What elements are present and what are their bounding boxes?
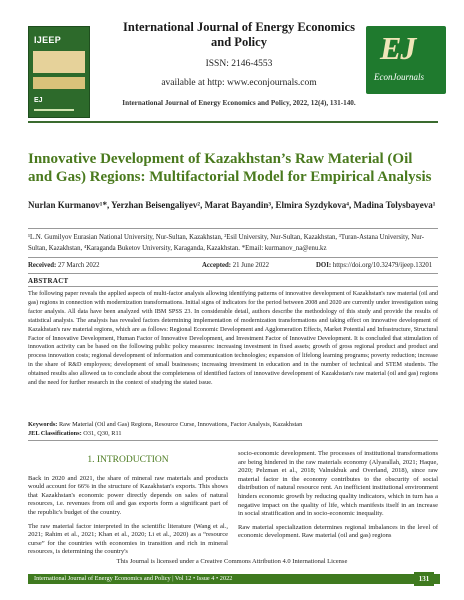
affiliations-divider-top [28, 228, 438, 229]
paragraph: Back in 2020 and 2021, the share of mineral raw materials and products would account for 66% in the structure of Kazakhstan's exports. This shows that Kazakhstan's economic power directly depends on sales of natural resources, i.e. revenues from oil and gas exports form a significant part of the republic's budget of the country. [28, 474, 228, 516]
keywords-line [28, 421, 438, 430]
page-number: 131 [414, 572, 434, 586]
author-affiliations: ¹L.N. Gumilyov Eurasian National University, Nur-Sultan, Kazakhstan, ²Esil University, Nur-Sultan, Kazakhstan, ³Turan-Astana University, Nur-Sultan, Kazakhstan, ⁴Karaganda Buketov University, Karaganda, Kazakhstan. *Email: kurmanov_na@enu.kz [28, 234, 425, 252]
cover-logo-text: EJ [34, 97, 43, 104]
keywords-divider [28, 440, 438, 441]
jel-value: O31, Q30, R11 [83, 429, 122, 437]
accepted-date [202, 262, 269, 269]
econjournals-logo [366, 26, 446, 94]
cover-title: IJEEP [34, 35, 62, 45]
jel-label: JEL Classifications: [28, 429, 82, 437]
article-title: Innovative Development of Kazakhstan’s Raw Material (Oil and Gas) Regions: Multifactorial Model for Empirical Analysis [28, 151, 432, 185]
affiliations-divider-bottom [28, 257, 438, 258]
received-value: 27 March 2022 [58, 262, 100, 269]
doi-link[interactable]: https://doi.org/10.32479/ijeep.13201 [332, 262, 433, 269]
journal-cover-image [28, 26, 90, 118]
keywords-value: Raw Material (Oil and Gas) Regions, Resource Curse, Innovations, Factor Analysis, Kazakhstan [58, 421, 303, 428]
accepted-value: 21 June 2022 [232, 262, 270, 269]
econjournals-logo-mark: EJ [380, 30, 416, 66]
abstract-divider [28, 286, 438, 287]
paragraph: The raw material factor interpreted in the scientific literature (Wang et al., 2021; Rahim et al., 2021; Khan et al., 2020; Li et al., 2020) as a “resource curse” for the countries with economies in transition and rich in mineral resources, is determining the country's [28, 522, 228, 556]
abstract-text: The following paper reveals the applied aspects of multi-factor analysis allowing identifying patterns of innovative development of Kazakhstan's raw material (oil and gas) regions in connection with modernization transformations. Initial signs of indicators for the period between 2008 and 2020 are currently under investigation using factor analysis. All data have been analyzed with IBM SPSS 23. In considerable detail, authors describe the methodology of this study and provide the results of statistical analysis. The analysis has revealed factors determining implementation of modernization transformations and taking effect on innovative development of Kazakhstan's raw material regions, which are as follows: Regional Economic Development and Agglomeration Effects, Market Potential and Infrastructure, Structural Factor of Innovative Development, Human Factor of Innovative Development, and Investment Factor of Innovative Development. It is concluded that stimulation of innovation activity can be based on the following public policy measures: increasing investment in fixed assets; growth of gross regional product and product and process innovation costs; regional development of information and communication technologies; expansion of lifelong learning programs; poverty reduction; increase in the share of R&D employees; development of small businesses; increasing investment in education and in the number of technical and STEM students. The obtained results also allowed us to conclude about the completeness of identified factors of innovative development of Kazakhstan's raw material (oil and gas) regions and the need for further research in the context of studying the stated issue. [28, 291, 438, 387]
license-notice: This Journal is licensed under a Creative Commons Attribution 4.0 International License [116, 558, 348, 565]
article-authors: Nurlan Kurmanov¹*, Yerzhan Beisengaliyev², Marat Bayandin³, Elmira Syzdykova⁴, Madina Tolysbayeva¹ [28, 200, 436, 210]
citation-line: International Journal of Energy Economics and Policy, 2022, 12(4), 131-140. [122, 99, 356, 107]
cover-line [34, 109, 74, 111]
received-label: Received: [28, 262, 57, 269]
doi-label: DOI: [316, 262, 332, 269]
journal-title: International Journal of Energy Economics and Policy [123, 20, 355, 49]
abstract-heading: ABSTRACT [28, 277, 69, 285]
paragraph: Raw material specialization determines regional imbalances in the level of economic development. Raw material (oil and gas) regions [238, 523, 438, 540]
journal-header [12, 18, 452, 128]
accepted-label: Accepted: [202, 262, 232, 269]
keywords-label: Keywords: [28, 421, 58, 428]
jel-line [28, 430, 438, 439]
keywords-block [28, 421, 438, 438]
cover-graphic-strip [33, 51, 85, 73]
footer-journal-text: International Journal of Energy Economics and Policy | Vol 12 • Issue 4 • 2022 [34, 575, 233, 582]
doi [316, 262, 432, 269]
dates-divider [28, 273, 438, 274]
cover-graphic-strip-secondary [33, 77, 85, 89]
issn: ISSN: 2146-4553 [205, 59, 273, 69]
article-dates [28, 262, 438, 272]
available-at-link[interactable]: available at http: www.econjournals.com [161, 78, 317, 88]
header-divider [28, 121, 438, 123]
econjournals-logo-text: EconJournals [374, 72, 424, 82]
received-date [28, 262, 100, 269]
page-footer-bar [28, 574, 440, 584]
paragraph: socio-economic development. The processes of institutional transformations are being hindered in the raw materials economy (Alyarallah, 2021; Haque, 2020; Pelzman et al., 2018; Valnukhuk and Overland, 2018), since raw material factor in the economy contributes to the obscurity of social distribution of natural resource rent. An inefficient institutional environment hinders economic growth by reducing quality indicators, which in turn has a negative impact on the quality of life, which manifests itself in an increase in social stratification and in socio-economic inequality. [238, 450, 438, 518]
journal-info [114, 20, 364, 107]
section-heading-introduction: 1. INTRODUCTION [87, 455, 169, 465]
body-column-right [238, 450, 438, 546]
body-column-left [28, 450, 228, 562]
